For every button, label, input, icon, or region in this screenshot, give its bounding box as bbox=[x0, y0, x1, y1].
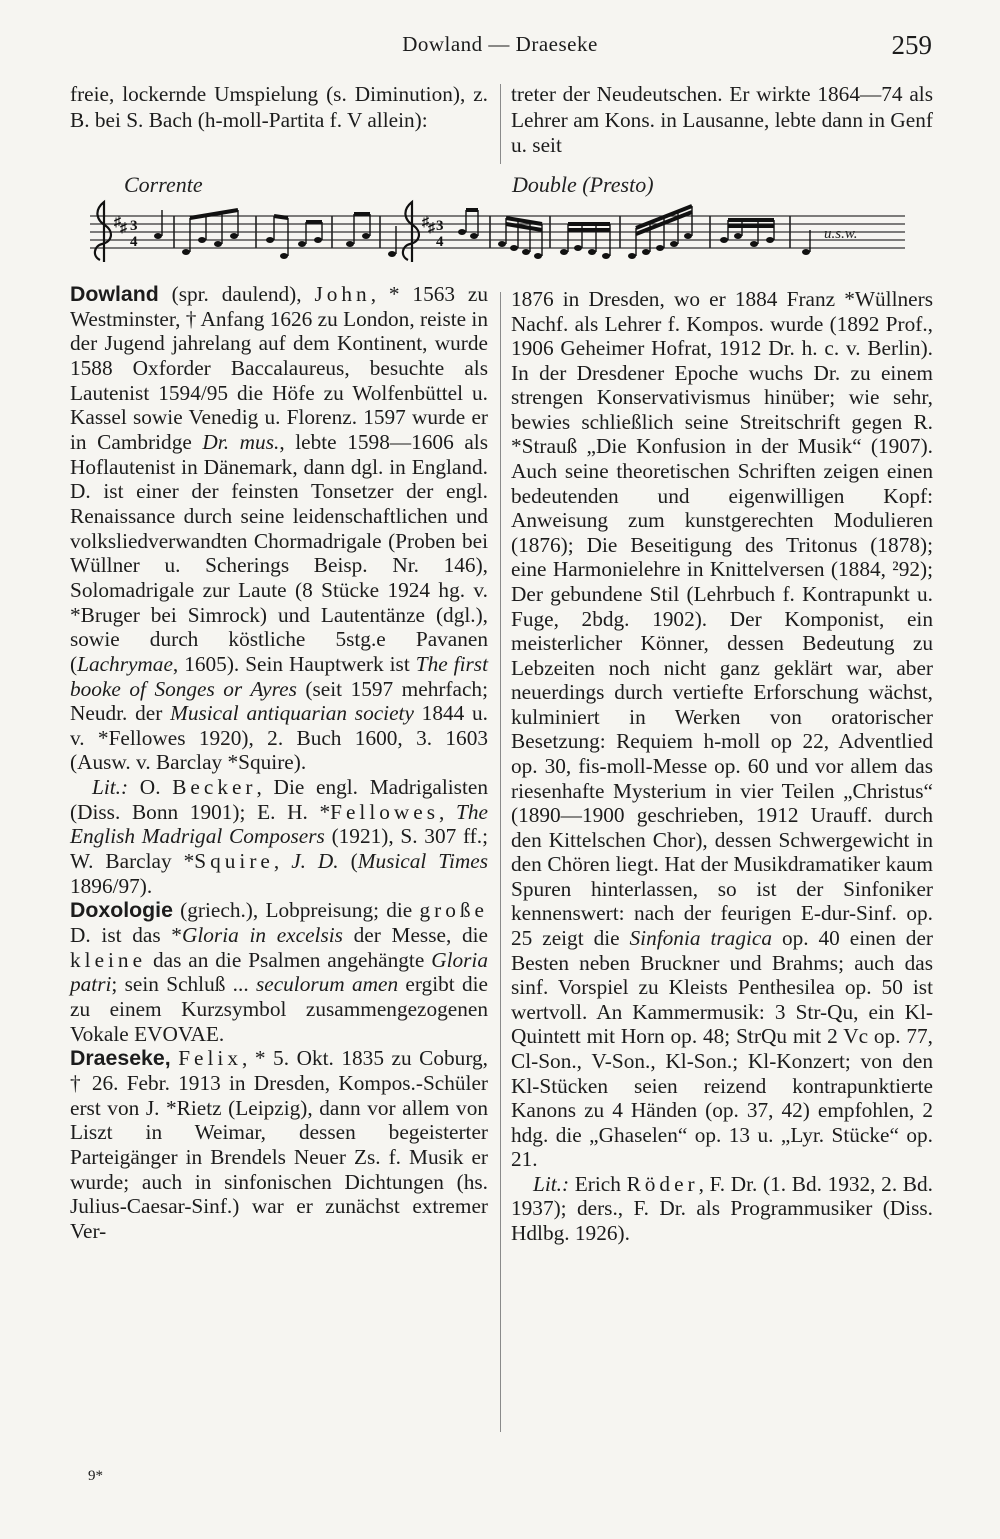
left-column bbox=[70, 282, 488, 1244]
headword-doxologie: Doxologie bbox=[70, 898, 173, 923]
svg-text:♯: ♯ bbox=[114, 215, 121, 230]
column-divider-top bbox=[500, 84, 501, 164]
literature-dowland: Lit.: O. Becker, Die engl. Madrigalisten (Diss. Bonn 1901); E. H. *Fellowes, The English Madrigal Composers (1921), S. 307 ff.; W. Barclay *Squire, J. D. (Musical Times 1896/97). bbox=[70, 775, 489, 898]
column-divider bbox=[500, 292, 501, 1432]
top-left-column bbox=[70, 82, 488, 133]
top-right-paragraph: treter der Neudeutschen. Er wirkte 1864—74 als Lehrer am Kons. in Lausanne, lebte dann in Genf u. seit bbox=[511, 82, 933, 158]
svg-text:♯: ♯ bbox=[428, 221, 435, 236]
entry-dowland: Dowland (spr. daulend), John, * 1563 zu Westminster, † Anfang 1626 zu London, reiste in der Jugend jahrelang auf dem Kontinent, wurde 1588 Oxforder Baccalaureus, besuchte als Lautenist 1594/95 die Höfe zu Wolfenbüttel u. Kassel sowie Venedig u. Florenz. 1597 wurde er in Cambridge Dr. mus., lebte 1598—1606 als Hoflautenist in Dänemark, dann dgl. in England. D. ist einer der feinsten Tonsetzer der engl. Renaissance durch seine leidenschaftlichen und volksliedverwandten Chormadrigale (Proben bei Wüllner u. Scherings Beisp. Nr. 146), Solomadrigale zur Laute (8 Stücke 1924 hg. v. *Bruger bei Simrock) und Lautentänze (dgl.), sowie durch köstliche 5stg.e Pavanen (Lachrymae, 1605). Sein Hauptwerk ist The first booke of Songes or Ayres (seit 1597 mehrfach; Neudr. der Musical antiquarian society 1844 u. v. *Fellowes 1920), 2. Buch 1600, 3. 1603 (Ausw. v. Barclay *Squire). bbox=[70, 282, 489, 775]
svg-text:♯: ♯ bbox=[120, 221, 127, 236]
signature-mark: 9* bbox=[88, 1468, 103, 1484]
top-right-column bbox=[511, 82, 933, 159]
music-end-mark: u.s.w. bbox=[824, 226, 858, 242]
note-heads bbox=[154, 229, 810, 259]
entry-draeseke-continued: 1876 in Dresden, wo er 1884 Franz *Wüllners Nachf. als Lehrer f. Kompos. wurde (1892 Prof., 1906 Geheimer Hofrat, 1912 Dr. h. c. v. Berlin). In der Dresdener Epoche wuchs Dr. zu einem strengen Konservativismus hinüber; wie sehr, bewies schließlich seine Streitschrift gegen R. *Strauß „Die Konfusion in der Musik“ (1907). Auch seine theoretischen Schriften zeigen einen bedeutenden und eigenwilligen Kopf: Anweisung zum kunstgerechten Modulieren (1876); Die Beseitigung des Tritonus (1878); eine Harmonielehre in Knittelversen (1884, ²92); Der gebundene Stil (Lehrbuch f. Kontrapunkt u. Fuge, 2bdg. 1902). Der Komponist, ein meisterlicher Könner, dessen Bedeutung zu Lebzeiten noch nicht ganz geklärt war, aber neuerdings durch vertiefte Erforschung wächst, kulminiert in Werken von oratorischer Besetzung: Requiem h-moll op 22, Adventlied op. 30, fis-moll-Messe op. 60 und vor allem das riesenhafte Mysterium in vier Teilen „Christus“ (1890—1900 geschrieben, 1912 Urauff. durch den Kittelschen Chor), dessen Schwergewicht in den Chören liegt. Hat der Musikdramatiker kaum Spuren hinterlassen, so ist der Sinfoniker kennenswert: nach der feurigen E-dur-Sinf. op. 25 zeigt die Sinfonia tragica op. 40 einen der Besten neben Bruckner und Brahms; auch das sinf. Vorspiel zu Kleists Penthesilea op. 50 ist wertvoll. An Kammermusik: 3 Str-Qu, ein Kl-Quintett mit Horn op. 48; StrQu mit 2 Vc op. 77, Cl-Son., V-Son., Kl-Son.; Kl-Konzert; von den Kl-Stücken seien reizend kontrapunktierte Kanons zu 4 Händen (op. 37, 42) empfohlen, 2 hdg. die „Ghaselen“ op. 13 u. „Lyr. Stücke“ op. 21. bbox=[511, 287, 933, 1172]
svg-text:♯: ♯ bbox=[422, 215, 429, 230]
entry-doxologie: Doxologie (griech.), Lobpreisung; die große D. ist das *Gloria in excelsis der Messe, die kleine das an die Psalmen angehängte Gloria patri; sein Schluß ... seculorum amen ergibt die zu einem Kurzsymbol zusammengezogenen Vokale EVOVAE. bbox=[70, 898, 488, 1046]
top-left-paragraph: freie, lockernde Umspielung (s. Diminution), z. B. bei S. Bach (h-moll-Partita f. V allein): bbox=[70, 82, 488, 132]
running-header bbox=[0, 30, 1000, 64]
music-example bbox=[70, 170, 940, 282]
staff-lines bbox=[90, 216, 905, 248]
music-label-corrente: Corrente bbox=[124, 172, 203, 197]
headword-dowland: Dowland bbox=[70, 282, 159, 306]
entry-draeseke: Draeseke, Felix, * 5. Okt. 1835 zu Coburg, † 26. Febr. 1913 in Dresden, Kompos.-Schüler erst von J. *Rietz (Leipzig), dann vor allem von Liszt in Weimar, dessen begeisterter Parteigänger in Brendels Neuer Zs. f. Musik er wurde; auch in sinfonischen Dichtungen (hs. Julius-Caesar-Sinf.) war er zunächst extremer Ver- bbox=[70, 1046, 488, 1243]
headword-draeseke: Draeseke, bbox=[70, 1046, 171, 1071]
svg-text:4: 4 bbox=[436, 234, 444, 250]
svg-text:4: 4 bbox=[130, 234, 138, 250]
svg-text:3: 3 bbox=[436, 218, 444, 234]
literature-draeseke: Lit.: Erich Röder, F. Dr. (1. Bd. 1932, 2. Bd. 1937); ders., F. Dr. als Programmusiker (Diss. Hdlbg. 1926). bbox=[511, 1171, 933, 1245]
note-beams bbox=[190, 206, 774, 234]
music-label-double: Double (Presto) bbox=[512, 172, 654, 197]
page-number: 259 bbox=[891, 30, 932, 60]
right-column bbox=[511, 287, 933, 1246]
running-title: Dowland — Draeseke bbox=[402, 32, 598, 56]
svg-text:3: 3 bbox=[130, 218, 138, 234]
